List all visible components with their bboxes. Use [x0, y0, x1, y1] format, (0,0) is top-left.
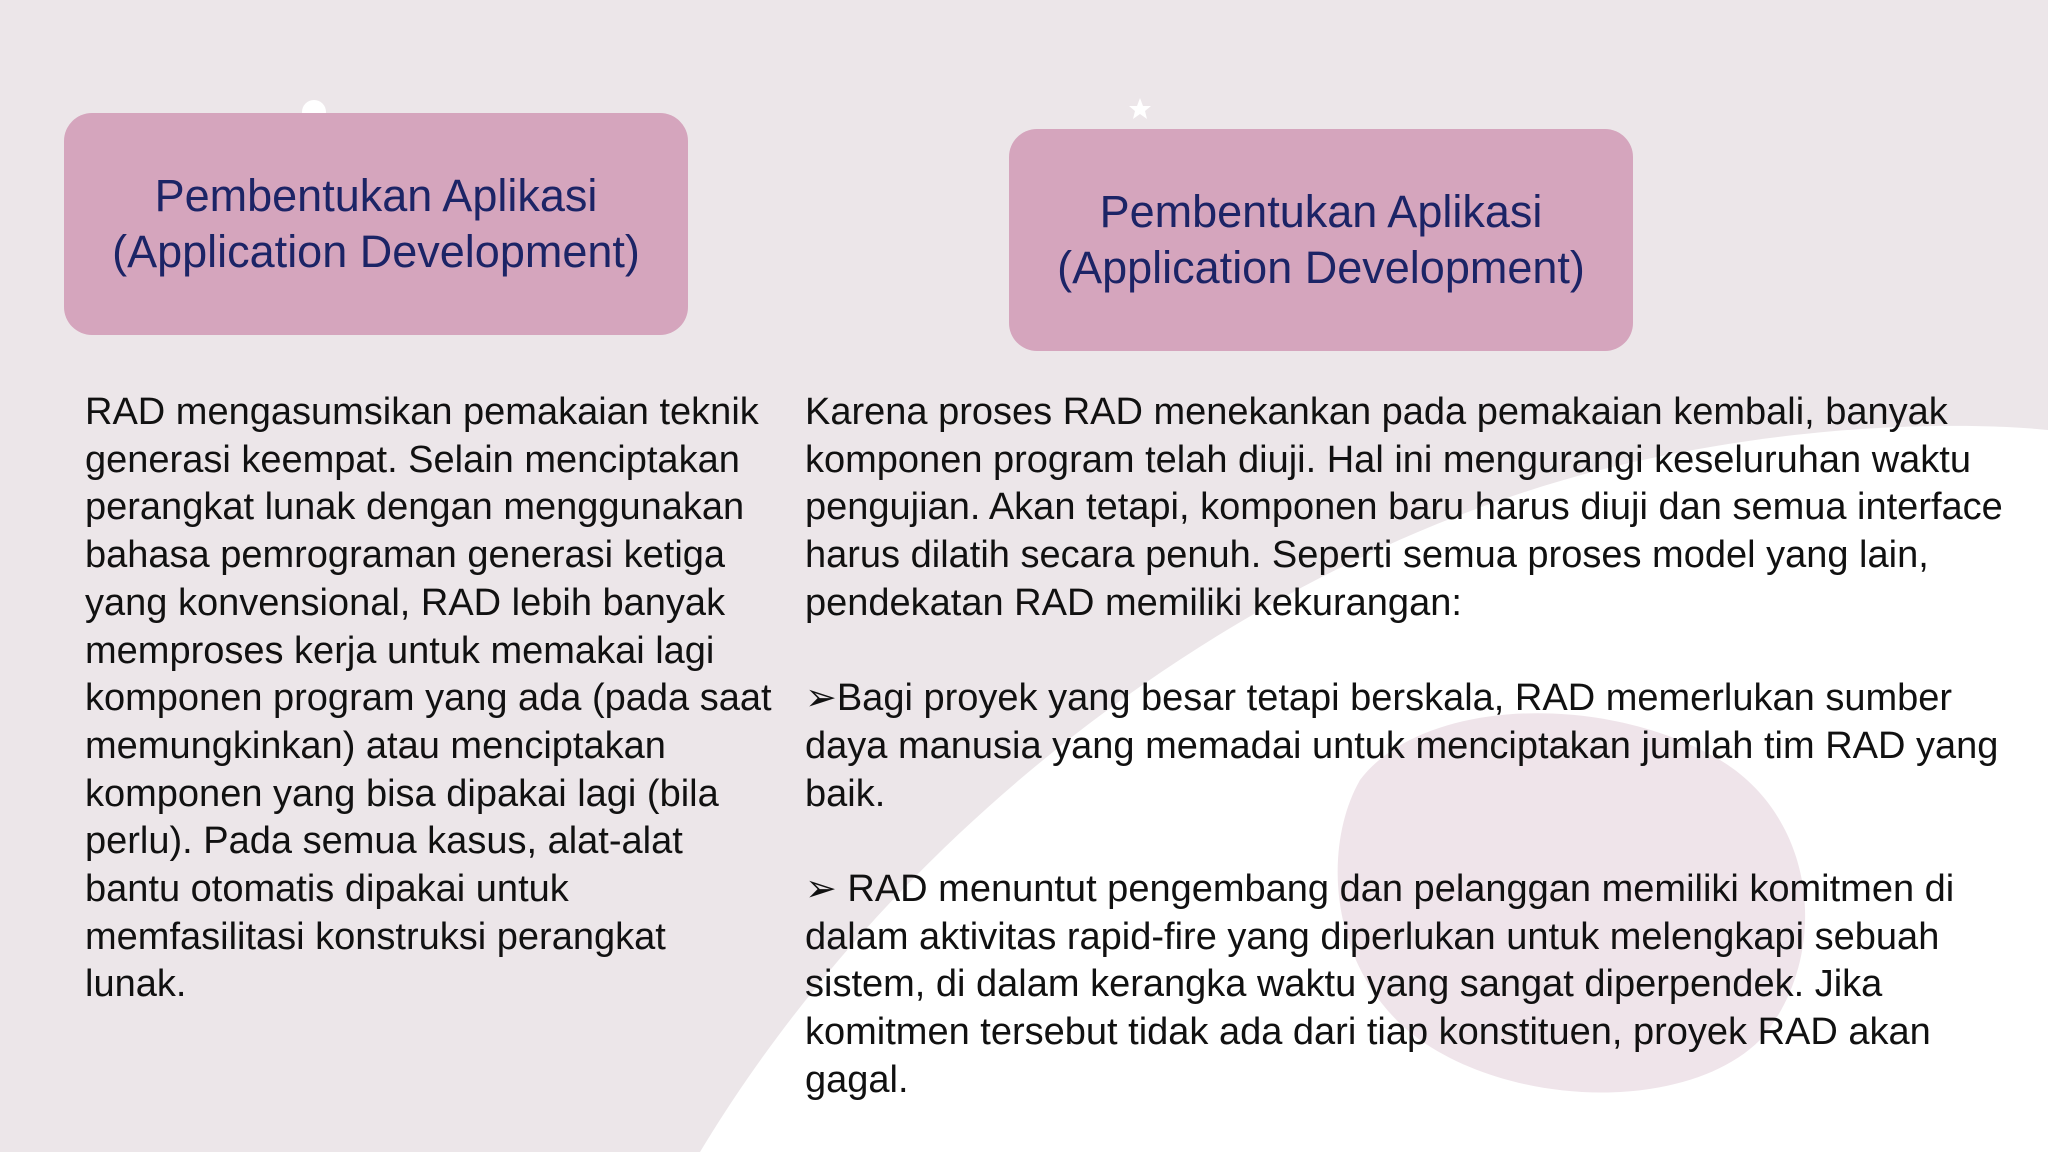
left-paragraph: RAD mengasumsikan pemakaian teknik generasi keempat. Selain menciptakan perangkat lunak dengan menggunakan bahasa pemrograman generasi ketiga yang konvensional, RAD lebih banyak memproses kerja untuk memakai lagi komponen program yang ada (pada saat memungkinkan) atau menciptakan komponen yang bisa dipakai lagi (bila perlu). Pada semua kasus, alat-alat bantu otomatis dipakai untuk memfasilitasi konstruksi perangkat lunak. — [85, 391, 772, 1006]
right-body-text — [805, 389, 2005, 1105]
right-title-line2: (Application Development) — [1057, 242, 1585, 293]
left-title-box — [64, 113, 688, 335]
right-title-line1: Pembentukan Aplikasi — [1099, 186, 1543, 237]
left-title-line2: (Application Development) — [112, 226, 640, 277]
bullet-item-2: ➢ RAD menuntut pengembang dan pelanggan memiliki komitmen di dalam aktivitas rapid-fire yang diperlukan untuk melengkapi sebuah sistem, di dalam kerangka waktu yang sangat diperpendek. Jika komitmen tersebut tidak ada dari tiap konstituen, proyek RAD akan gagal. — [805, 868, 1955, 1101]
star-icon — [1129, 98, 1151, 119]
right-title-box — [1009, 129, 1633, 351]
left-title-line1: Pembentukan Aplikasi — [154, 170, 598, 221]
right-intro-paragraph: Karena proses RAD menekankan pada pemakaian kembali, banyak komponen program telah diuji. Hal ini mengurangi keseluruhan waktu pengujian. Akan tetapi, komponen baru harus diuji dan semua interface harus dilatih secara penuh. Seperti semua proses model yang lain, pendekatan RAD memiliki kekurangan: — [805, 391, 2003, 624]
left-body-text — [85, 389, 775, 1009]
bullet-item-1: ➢Bagi proyek yang besar tetapi berskala, RAD memerlukan sumber daya manusia yang memadai untuk menciptakan jumlah tim RAD yang baik. — [805, 677, 1999, 815]
